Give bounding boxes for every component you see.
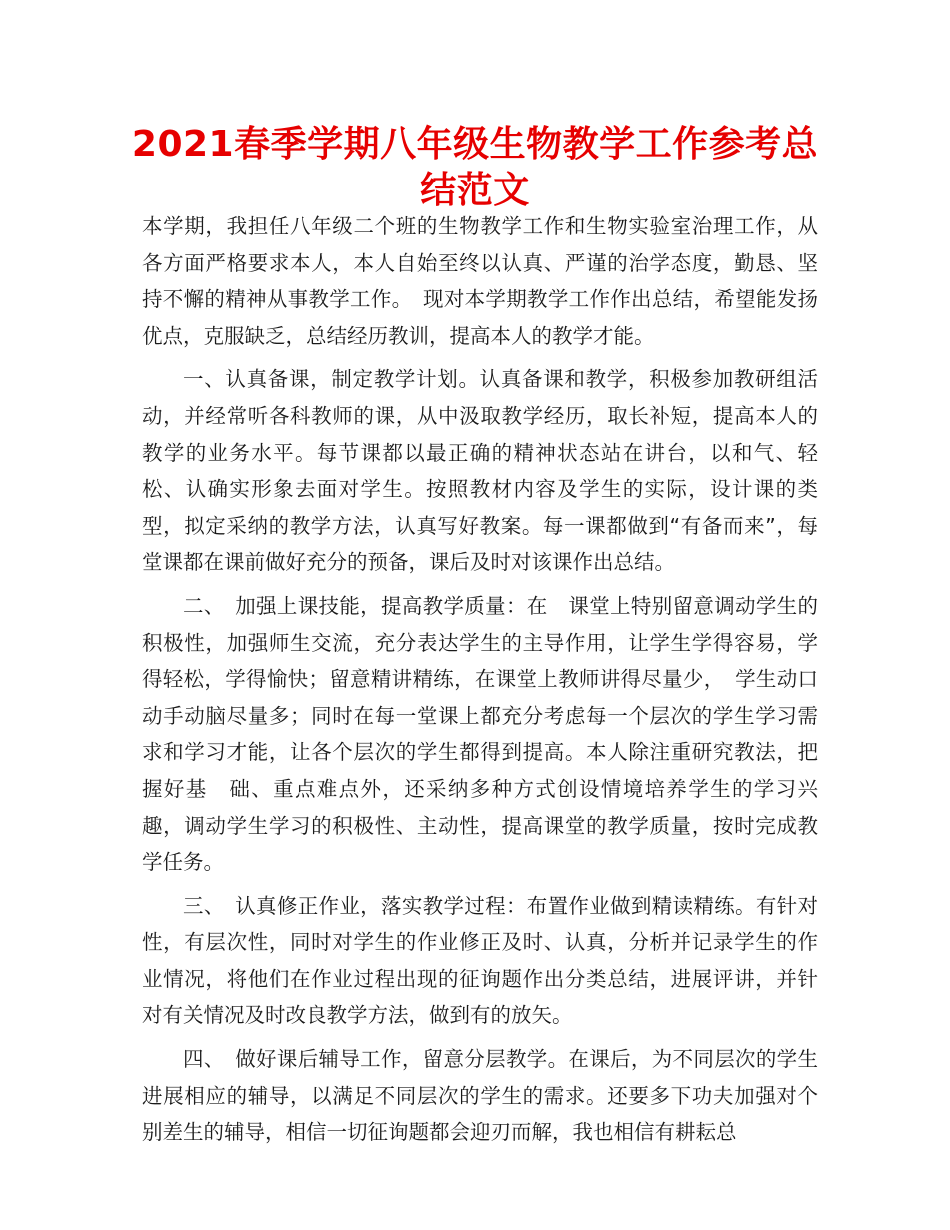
paragraph-section-1: 一、认真备课，制定教学计划。认真备课和教学，积极参加教研组活动，并经常听各科教师的课，从中汲取教学经历，取长补短，提高本人的教学的业务水平。每节课都以最正确的精神状态站在讲台，以和气、轻松、认确实形象去面对学生。按照教材内容及学生的实际，设计课的类型，拟定采纳的教学方法，认真写好教案。每一课都做到“有备而来”，每堂课都在课前做好充分的预备，课后及时对该课作出总结。 — [142, 367, 818, 575]
paragraph-section-2: 二、 加强上课技能，提高教学质量：在 课堂上特别留意调动学生的积极性，加强师生交流，充分表达学生的主导作用，让学生学得容易，学得轻松，学得愉快；留意精讲精练，在课堂上教师讲得尽量少， 学生动口动手动脑尽量多；同时在每一堂课上都充分考虑每一个层次的学生学习需求和学习才能，让各个层次的学生都得到提高。本人除注重研究教法，把握好基 础、重点难点外，还采纳多种方式创设情境培养学生的学习兴趣，调动学生学习的积极性、主动性，提高课堂的教学质量，按时完成教学任务。 — [142, 593, 818, 875]
paragraph-intro: 本学期，我担任八年级二个班的生物教学工作和生物实验室治理工作，从各方面严格要求本人，本人自始至终以认真、严谨的治学态度，勤恳、坚持不懈的精神从事教学工作。 现对本学期教学工作作出总结，希望能发扬优点，克服缺乏，总结经历教训，提高本人的教学才能。 — [142, 214, 818, 348]
paragraph-section-4: 四、 做好课后辅导工作，留意分层教学。在课后，为不同层次的学生进展相应的辅导，以满足不同层次的学生的需求。还要多下功夫加强对个别差生的辅导，相信一切征询题都会迎刃而解，我也相信有耕耘总 — [142, 1047, 818, 1145]
document-body — [142, 208, 818, 1158]
paragraph-section-3: 三、 认真修正作业，落实教学过程：布置作业做到精读精练。有针对性，有层次性，同时对学生的作业修正及时、认真，分析并记录学生的作业情况，将他们在作业过程出现的征询题作出分类总结，进展评讲，并针对有关情况及时改良教学方法，做到有的放矢。 — [142, 893, 818, 1028]
document-title: 2021春季学期八年级生物教学工作参考总结范文 — [131, 124, 819, 211]
